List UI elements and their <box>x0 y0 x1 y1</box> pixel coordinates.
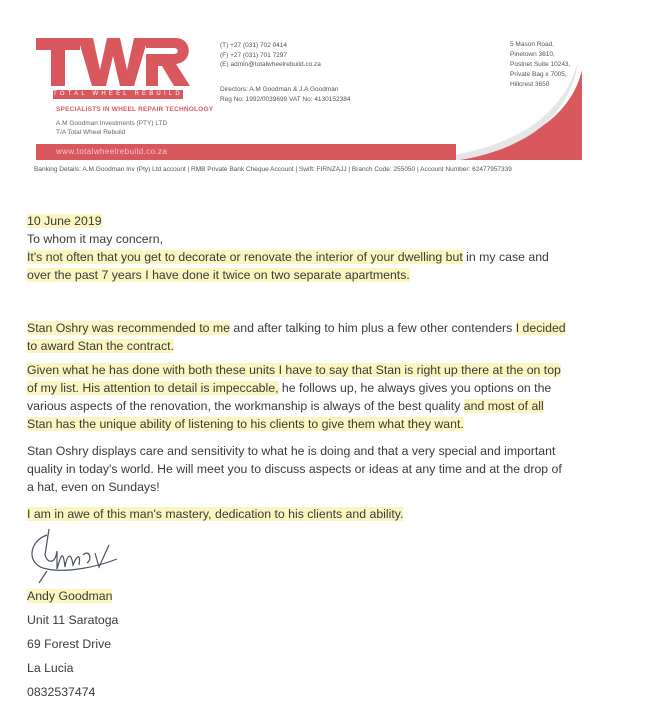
reg-line: Reg No: 1992/0039699 VAT No: 4130152384 <box>220 95 351 103</box>
letter-date: 10 June 2019 <box>27 214 102 228</box>
paragraph-text: and after talking to him plus a few other contenders <box>229 321 516 335</box>
fax: (F) +27 (031) 701 7297 <box>220 51 288 59</box>
highlighted-text: over the past 7 years I have done it twice on two separate apartments. <box>27 268 410 282</box>
directors <box>220 85 350 104</box>
company-address <box>510 40 570 90</box>
handwritten-signature <box>27 525 147 587</box>
address-line: Hillcrest 3650 <box>510 81 550 88</box>
highlighted-text: I decided to award Stan the contract. <box>27 321 566 353</box>
specialists-slogan: SPECIALISTS IN WHEEL REPAIR TECHNOLOGY <box>56 106 214 113</box>
paragraph <box>27 505 572 523</box>
paragraph <box>27 442 572 496</box>
company-line: T/A Total Wheel Rebuild <box>56 129 126 136</box>
address-line: Pinetown 3610, <box>510 51 555 58</box>
banking-details: Banking Details: A.M.Goodman Inv (Pty) Ltd account | RMB Private Bank Cheque Account | Swift: FIRNZAJJ | Branch Code: 255050 | Account Number: 62477957339 <box>34 166 512 173</box>
highlighted-text: I am in awe of this man's mastery, dedication to his clients and ability. <box>27 507 404 521</box>
signatory-name: Andy Goodman <box>27 589 113 603</box>
address-line: La Lucia <box>27 661 74 675</box>
signatory-address <box>27 611 572 701</box>
signature <box>27 525 572 587</box>
email: (E) admin@totalwheelrebuild.co.za <box>220 61 321 68</box>
phone-number: 0832537474 <box>27 685 96 699</box>
company-line: A.M Goodman Investments (PTY) LTD <box>56 120 168 127</box>
address-line: 69 Forest Drive <box>27 637 112 651</box>
letterhead <box>0 0 654 180</box>
highlighted-text: and most of all Stan has the unique ability of listening to his clients to give them what they want. <box>27 399 544 431</box>
phone: (T) +27 (031) 702 0414 <box>220 42 288 49</box>
company-name <box>56 119 167 137</box>
address-line: 5 Mason Road, <box>510 41 555 48</box>
greeting: To whom it may concern, <box>27 232 163 246</box>
address-line: Postnet Suite 10243, <box>510 61 571 68</box>
highlighted-text: Stan Oshry was recommended to me <box>27 321 230 335</box>
letter-body <box>27 212 572 707</box>
highlighted-text: Given what he has done with both these units I have to say that Stan is right up there at the on top of my list. His attention to detail is impeccable, <box>27 363 561 395</box>
highlighted-text: It's not often that you get to decorate or renovate the interior of your dwelling but <box>27 250 463 264</box>
twr-logo <box>36 38 192 86</box>
paragraph-text: he follows up, he always gives you options on the various aspects of the renovation, the workmanship is always of the best quality <box>27 381 552 413</box>
address-line: Unit 11 Saratoga <box>27 613 119 627</box>
paragraph <box>27 248 572 284</box>
directors-line: Directors: A.M Goodman & J.A Goodman <box>220 86 339 93</box>
website: www.totalwheelrebuild.co.za <box>56 147 168 156</box>
paragraph <box>27 361 572 433</box>
paragraph-text: Stan Oshry displays care and sensitivity to what he is doing and that a very special and important quality in today's world. He will meet you to discuss aspects or ideas at any time and at the drop of a hat, even on Sundays! <box>27 444 562 494</box>
logo-tagline: TOTAL WHEEL REBUILD <box>53 91 183 97</box>
address-line: Private Bag x 7005, <box>510 71 567 78</box>
paragraph-text: in my case and <box>462 250 549 264</box>
paragraph <box>27 319 572 355</box>
contact-details <box>220 41 321 70</box>
website-bar <box>36 144 456 160</box>
